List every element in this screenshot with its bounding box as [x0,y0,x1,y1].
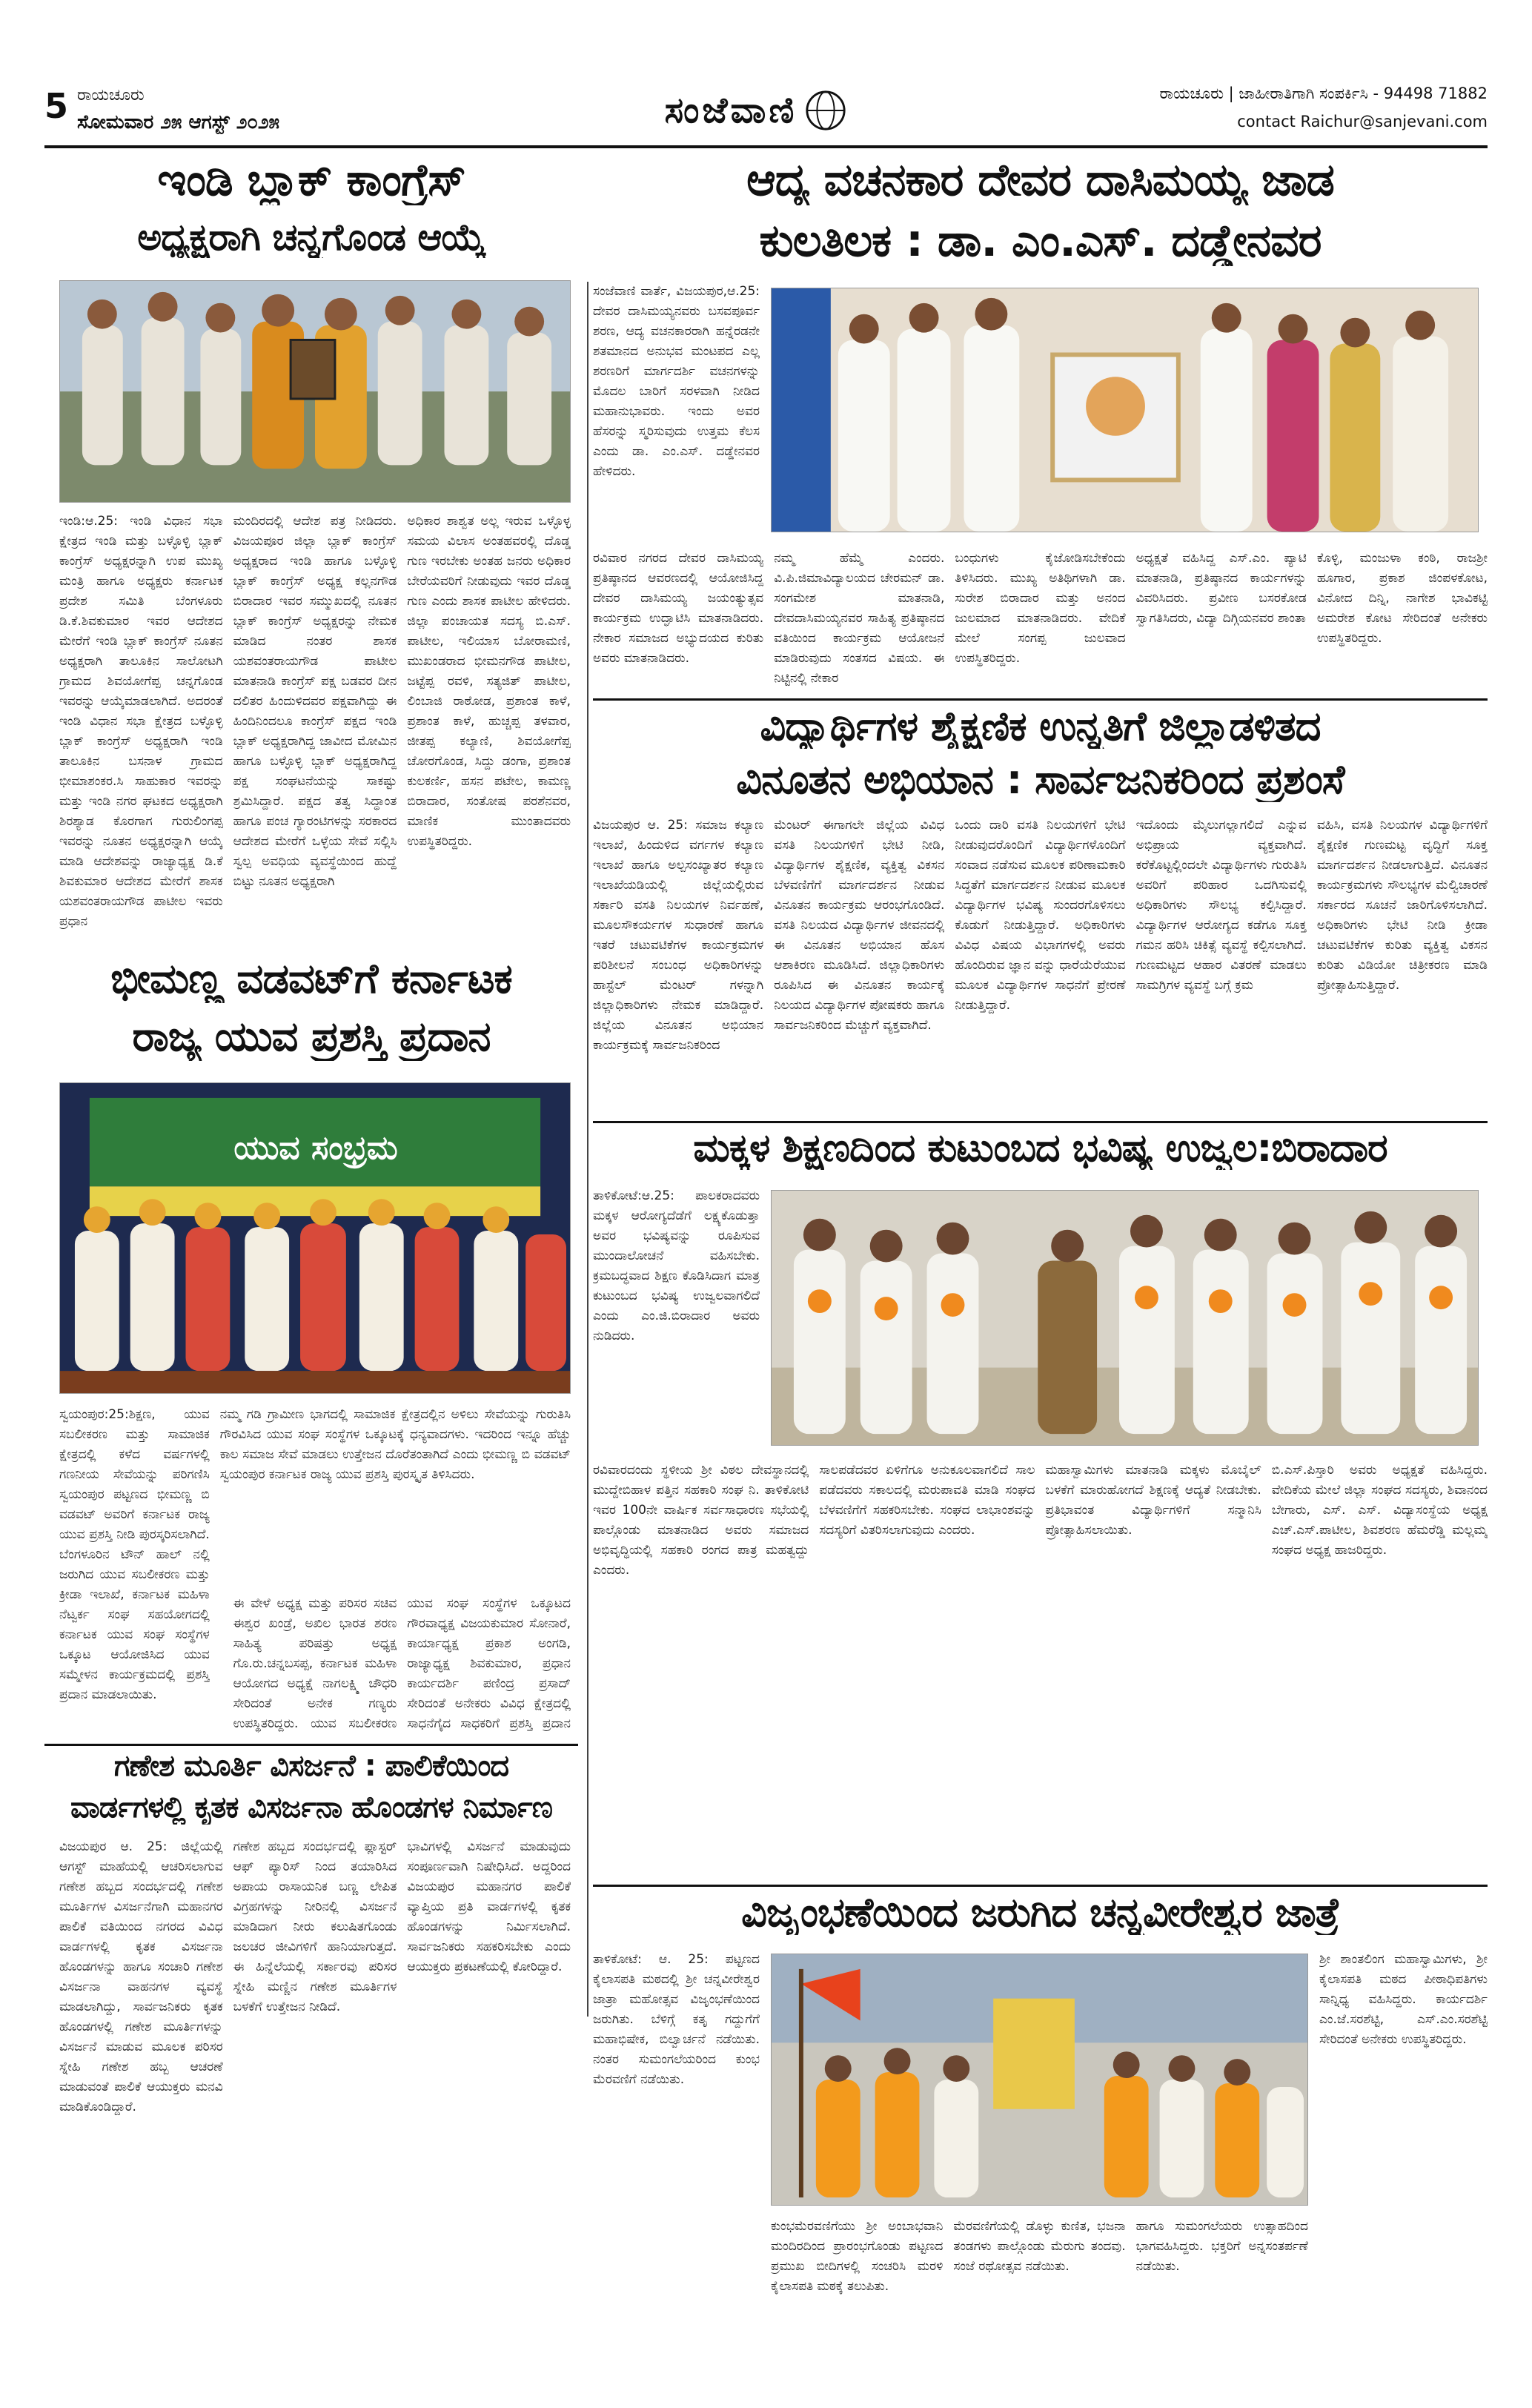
headline-indi-line1: ಇಂಡಿ ಬ್ಲಾಕ್ ಕಾಂಗ್ರೆಸ್ [157,156,465,206]
text-bheemanna-col2: ನಮ್ಮ ಗಡಿ ಗ್ರಾಮೀಣ ಭಾಗದಲ್ಲಿ ಸಾಮಾಜಿಕ ಕ್ಷೇತ್ರದಲ್ಲಿನ ಅಳಿಲು ಸೇವೆಯನ್ನು ಗುರುತಿಸಿ ಗೌರವಿಸಿದ ಯುವ ಸಂಘ ಸಂಸ್ಥೆಗಳ ಒಕ್ಕೂಟಕ್ಕೆ ಧನ್ಯವಾದಗಳು. ಇದರಿಂದ ಇನ್ನೂ ಹೆಚ್ಚು ಕಾಲ ಸಮಾಜ ಸೇವೆ ಮಾಡಲು ಉತ್ತೇಜನ ದೊರೆತಂತಾಗಿದೆ ಎಂದು ಭೀಮಣ್ಣ ಬಿ ವಡವಟ್ ಸ್ವಯಂಪುರ ಕರ್ನಾಟಕ ರಾಜ್ಯ ಯುವ ಪ್ರಶಸ್ತಿ ಪುರಸ್ಕೃತ ತಿಳಿಸಿದರು. [219,1407,571,1482]
text-children-intro: ತಾಳಿಕೋಟೆ:ಆ.25: ಪಾಲಕರಾದವರು ಮಕ್ಕಳ ಆರೋಗ್ಯದೆಡೆಗೆ ಲಕ್ಷ್ಯಕೊಡುತ್ತಾ ಅವರ ಭವಿಷ್ಯವನ್ನು ರೂಪಿಸುವ ಮುಂದಾಲೋಚನೆ ವಹಿಸಬೇಕು. ಕ್ರಮಬದ್ಧವಾದ ಶಿಕ್ಷಣ ಕೊಡಿಸಿದಾಗ ಮಾತ್ರ ಕುಟುಂಬದ ಭವಿಷ್ಯ ಉಜ್ವಲವಾಗಲಿದೆ ಎಂದು ಎಂ.ಜಿ.ಬಿರಾದಾರ ಅವರು ನುಡಿದರು. [593,1188,760,1343]
body-ganesha [59,1837,571,2356]
text-jatre-col5: ಶ್ರೀ ಶಾಂತಲಿಂಗ ಮಹಾಸ್ವಾಮಿಗಳು, ಶ್ರೀ ಕೈಲಾಸಪತಿ ಮಠದ ಪೀಠಾಧಿಪತಿಗಳು ಸಾನ್ನಿಧ್ಯ ವಹಿಸಿದ್ದರು. ಕಾರ್ಯದರ್ಶಿ ಎಂ.ಜೆ.ಸರಶೆಟ್ಟಿ, ಎಸ್.ಎಂ.ಸರಶೆಟ್ಟಿ ಸೇರಿದಂತೆ ಅನೇಕರು ಉಪಸ್ಥಿತರಿದ್ದರು. [1319,1952,1488,2047]
globe-icon [804,89,847,132]
text-jatre-col2: ಕುಂಭಮೆರವಣಿಗೆಯು ಶ್ರೀ ಅಂಬಾಭವಾನಿ ಮಂದಿರದಿಂದ ಪ್ರಾರಂಭಗೊಂಡು ಪಟ್ಟಣದ ಪ್ರಮುಖ ಬೀದಿಗಳಲ್ಲಿ ಸಂಚರಿಸಿ ಮರಳಿ ಕೈಲಾಸಪತಿ ಮಠಕ್ಕೆ ತಲುಪಿತು. [771,2219,944,2294]
photo-dasimayya-event [771,288,1479,532]
body-bheemanna-lower [59,1594,571,1735]
text-ganesha-col1: ವಿಜಯಪುರ ಆ. 25: ಜಿಲ್ಲೆಯಲ್ಲಿ ಆಗಸ್ಟ್ ಮಾಹೆಯಲ್ಲಿ ಆಚರಿಸಲಾಗುವ ಗಣೇಶ ಹಬ್ಬದ ಸಂದರ್ಭದಲ್ಲಿ ಗಣೇಶ ಮೂರ್ತಿಗಳ ವಿಸರ್ಜನೆಗಾಗಿ ಮಹಾನಗರ ಪಾಲಿಕೆ ವತಿಯಿಂದ ನಗರದ ವಿವಿಧ ವಾರ್ಡಗಳಲ್ಲಿ ಕೃತಕ ವಿಸರ್ಜನಾ ಹೊಂಡಗಳನ್ನು ಹಾಗೂ ಸಂಚಾರಿ ಗಣೇಶ ವಿಸರ್ಜನಾ ವಾಹನಗಳ ವ್ಯವಸ್ಥೆ ಮಾಡಲಾಗಿದ್ದು, ಸಾರ್ವಜನಿಕರು ಕೃತಕ ಹೊಂಡಗಳಲ್ಲಿ ಗಣೇಶ ಮೂರ್ತಿಗಳನ್ನು ವಿಸರ್ಜನೆ ಮಾಡುವ ಮೂಲಕ ಪರಿಸರ ಸ್ನೇಹಿ ಗಣೇಶ ಹಬ್ಬ ಆಚರಣೆ ಮಾಡುವಂತೆ ಪಾಲಿಕೆ ಆಯುಕ್ತರು ಮನವಿ ಮಾಡಿಕೊಂಡಿದ್ದಾರೆ. [59,1839,223,2114]
text-dasimayya-col1: ರವಿವಾರ ನಗರದ ದೇವರ ದಾಸಿಮಯ್ಯ ಪ್ರತಿಷ್ಠಾನದ ಆವರಣದಲ್ಲಿ ಆಯೋಜಿಸಿದ್ದ ದೇವರ ದಾಸಿಮಯ್ಯ ಜಯಂತ್ಯುತ್ಸವ ಕಾರ್ಯಕ್ರಮ ಉದ್ಘಾಟಿಸಿ ಮಾತನಾಡಿದರು. ನೇಕಾರ ಸಮಾಜದ ಅಭ್ಯುದಯದ ಕುರಿತು ಅವರು ಮಾತನಾಡಿದರು. [593,551,764,666]
headline-dasimayya-line1: ಆದ್ಯ ವಚನಕಾರ ದೇವರ ದಾಸಿಮಯ್ಯ ಜಾಡ [746,156,1334,206]
masthead-office: ರಾಯಚೂರು | ಜಾಹೀರಾತಿಗಾಗಿ ಸಂಪರ್ಕಿಸಿ - 94498 71882 [1159,85,1488,102]
text-children-col1: ರವಿವಾರದಂದು ಸ್ಥಳೀಯ ಶ್ರೀ ವಿಠಲ ದೇವಸ್ಥಾನದಲ್ಲಿ ಮುದ್ದೇಬಿಹಾಳ ಪತ್ತಿನ ಸಹಕಾರಿ ಸಂಘ ನಿ. ತಾಳಿಕೋಟಿ ಇವರ 100ನೇ ವಾರ್ಷಿಕ ಸರ್ವಸಾಧಾರಣ ಸಭೆಯಲ್ಲಿ ಪಾಲ್ಗೊಂಡು ಮಾತನಾಡಿದ ಅವರು ಸಮಾಜದ ಅಭಿವೃದ್ಧಿಯಲ್ಲಿ ಸಹಕಾರಿ ರಂಗದ ಪಾತ್ರ ಮಹತ್ವದ್ದು ಎಂದರು. [593,1463,809,1578]
divider-dasimayya [593,698,1488,701]
body-dasimayya [593,549,1488,689]
headline-students-line1: ವಿದ್ಯಾರ್ಥಿಗಳ ಶೈಕ್ಷಣಿಕ ಉನ್ನತಿಗೆ ಜಿಲ್ಲಾಡಳಿತದ [760,704,1321,750]
body-indi [59,512,571,942]
body-jatre-right [1319,1950,1488,2358]
article-indi-congress [44,156,578,949]
headline-indi-line2: ಅಧ್ಯಕ್ಷರಾಗಿ ಚನ್ನಗೊಂಡ ಆಯ್ಕೆ [137,216,485,258]
text-students-col3: ಒಂದು ದಾರಿ ವಸತಿ ನಿಲಯಗಳಿಗೆ ಭೇಟಿ ನೀಡುವುದರೊಂದಿಗೆ ವಿದ್ಯಾರ್ಥಿಗಳೊಂದಿಗೆ ಸಂವಾದ ನಡೆಸುವ ಮೂಲಕ ಪರಿಣಾಮಕಾರಿ ಸಿದ್ಧತೆಗೆ ಮಾರ್ಗದರ್ಶನ ನೀಡುವ ಮೂಲಕ ವಿದ್ಯಾರ್ಥಿಗಳ ಭವಿಷ್ಯ ಸುಂದರಗೊಳಿಸಲು ಕೊಡುಗೆ ನೀಡುತ್ತಿದ್ದಾರೆ. ಅಧಿಕಾರಿಗಳು ವಿವಿಧ ವಿಷಯ ವಿಭಾಗಗಳಲ್ಲಿ ಅವರು ಹೊಂದಿರುವ ಜ್ಞಾನ ವನ್ನು ಧಾರೆಯೆರೆಯುವ ಮೂಲಕ ವಿದ್ಯಾರ್ಥಿಗಳ ಸಾಧನೆಗೆ ಪ್ರೇರಣೆ ನೀಡುತ್ತಿದ್ದಾರೆ. [955,818,1126,1013]
text-dasimayya-col2: ನಮ್ಮ ಹೆಮ್ಮೆ ಎಂದರು. ವಿ.ಪಿ.ಜಿಮಾವಿದ್ಯಾಲಯದ ಚೇರಮನ್ ಡಾ. ಸಂಗಮೇಶ ಮಾತನಾಡಿ, ದೇವದಾಸಿಮಯ್ಯನವರ ಸಾಹಿತ್ಯ ಪ್ರತಿಷ್ಠಾನದ ವತಿಯಿಂದ ಕಾರ್ಯಕ್ರಮ ಆಯೋಜನೆ ಮಾಡಿರುವುದು ಸಂತಸದ ವಿಷಯ. ಈ ನಿಟ್ಟಿನಲ್ಲಿ ನೇಕಾರ [774,551,945,686]
photo-jatre-procession [771,1954,1308,2206]
text-jatre-col4: ಹಾಗೂ ಸುಮಂಗಲೆಯರು ಉತ್ಸಾಹದಿಂದ ಭಾಗವಹಿಸಿದ್ದರು. ಭಕ್ತರಿಗೆ ಅನ್ನಸಂತರ್ಪಣೆ ನಡೆಯಿತು. [1135,2219,1308,2274]
headline-ganesha-line2: ವಾರ್ಡಗಳಲ್ಲಿ ಕೃತಕ ವಿಸರ್ಜನಾ ಹೊಂಡಗಳ ನಿರ್ಮಾಣ [70,1791,553,1825]
divider-students [593,1121,1488,1123]
column-divider-1 [587,282,588,2017]
text-indi-col1: ಇಂಡಿ:ಆ.25: ಇಂಡಿ ವಿಧಾನ ಸಭಾ ಕ್ಷೇತ್ರದ ಇಂಡಿ ಮತ್ತು ಬಳ್ಳೊಳ್ಳಿ ಬ್ಲಾಕ್ ಕಾಂಗ್ರೆಸ್ ಅಧ್ಯಕ್ಷರನ್ನಾಗಿ ಉಪ ಮುಖ್ಯ ಮಂತ್ರಿ ಹಾಗೂ ಅಧ್ಯಕ್ಷರು ಕರ್ನಾಟಕ ಪ್ರದೇಶ ಸಮಿತಿ ಬೆಂಗಳೂರು ಡಿ.ಕೆ.ಶಿವಕುಮಾರ ಇವರ ಆದೇಶದ ಮೇರೆಗೆ ಇಂಡಿ ಬ್ಲಾಕ್ ಕಾಂಗ್ರೆಸ್ ನೂತನ ಅಧ್ಯಕ್ಷರಾಗಿ ತಾಲೂಕಿನ ಸಾಲೋಟಗಿ ಗ್ರಾಮದ ಶಿವಯೋಗೆಪ್ಪ ಚನ್ನಗೊಂಡ ಇವರನ್ನು ಆಯ್ಕೆಮಾಡಲಾಗಿದೆ. ಅದರಂತೆ ಇಂಡಿ ವಿಧಾನ ಸಭಾ ಕ್ಷೇತ್ರದ ಬಳ್ಳೊಳ್ಳಿ ಬ್ಲಾಕ್ ಕಾಂಗ್ರೆಸ್ ಅಧ್ಯಕ್ಷರಾಗಿ ಇಂಡಿ ತಾಲೂಕಿನ ಬಸನಾಳ ಗ್ರಾಮದ ಭೀಮಾಶಂಕರ.ಸಿ ಸಾಹುಕಾರ ಇವರನ್ನು ಮತ್ತು ಇಂಡಿ ನಗರ ಘಟಕದ ಅಧ್ಯಕ್ಷರಾಗಿ ಶಿರಶ್ಯಾಡ ಕೊರಗಾಗ ಗುರುಲಿಂಗಪ್ಪ ಇವರನ್ನು ನೂತನ ಅಧ್ಯಕ್ಷರನ್ನಾಗಿ ಆಯ್ಕೆ ಮಾಡಿ ಆದೇಶವನ್ನು ರಾಜ್ಯಾಧ್ಯಕ್ಷ ಡಿ.ಕೆ ಶಿವಕುಮಾರ ಆದೇಶದ ಮೇರೆಗೆ ಶಾಸಕ ಯಶವಂತರಾಯಗೌಡ ಪಾಟೀಲ ಇವರು ಪ್ರಧಾನ [59,514,223,929]
text-bheemanna-col1: ಸ್ವಯಂಪುರ:25:ಶಿಕ್ಷಣ, ಯುವ ಸಬಲೀಕರಣ ಮತ್ತು ಸಾಮಾಜಿಕ ಕ್ಷೇತ್ರದಲ್ಲಿ ಕಳೆದ ವರ್ಷಗಳಲ್ಲಿ ಗಣನೀಯ ಸೇವೆಯನ್ನು ಪರಿಗಣಿಸಿ ಸ್ವಯಂಪುರ ಪಟ್ಟಣದ ಭೀಮಣ್ಣ ಬಿ ವಡವಟ್ ಅವರಿಗೆ ಕರ್ನಾಟಕ ರಾಜ್ಯ ಯುವ ಪ್ರಶಸ್ತಿ ನೀಡಿ ಪುರಸ್ಕರಿಸಲಾಗಿದೆ. ಬೆಂಗಳೂರಿನ ಟೌನ್ ಹಾಲ್ ನಲ್ಲಿ ಜರುಗಿದ ಯುವ ಸಬಲೀಕರಣ ಮತ್ತು ಕ್ರೀಡಾ ಇಲಾಖೆ, ಕರ್ನಾಟಕ ಮಹಿಳಾ ನೆಟ್ವರ್ಕ ಸಂಘ ಸಹಯೋಗದಲ್ಲಿ ಕರ್ನಾಟಕ ಯುವ ಸಂಘ ಸಂಸ್ಥೆಗಳ ಒಕ್ಕೂಟ ಆಯೋಜಿಸಿದ ಯುವ ಸಮ್ಮೇಳನ ಕಾರ್ಯಕ್ರಮದಲ್ಲಿ ಪ್ರಶಸ್ತಿ ಪ್ರದಾನ ಮಾಡಲಾಯಿತು. [59,1407,210,1702]
body-students [593,816,1488,1112]
page-number: 5 [44,86,69,126]
text-jatre-col1: ತಾಳಿಕೋಟೆ: ಆ. 25: ಪಟ್ಟಣದ ಕೈಲಾಸಪತಿ ಮಠದಲ್ಲಿ ಶ್ರೀ ಚನ್ನವೀರೇಶ್ವರ ಜಾತ್ರಾ ಮಹೋತ್ಸವ ವಿಜೃಂಭಣೆಯಿಂದ ಜರುಗಿತು. ಬೆಳಿಗ್ಗೆ ಕತೃ ಗದ್ದುಗೆಗೆ ಮಹಾಭಿಷೇಕ, ಬಿಲ್ವಾರ್ಚನೆ ನಡೆಯಿತು. ನಂತರ ಸುಮಂಗಲೆಯರಿಂದ ಕುಂಭ ಮೆರವಣಿಗೆ ನಡೆಯಿತು. [593,1952,760,2087]
intro-dasimayya [593,282,760,563]
article-dasimayya [593,156,1488,697]
photo-children-meeting [771,1190,1479,1446]
headline-students-line2: ವಿನೂತನ ಅಭಿಯಾನ : ಸಾರ್ವಜನಿಕರಿಂದ ಪ್ರಶಂಸೆ [736,758,1344,803]
text-dasimayya-intro: ಸಂಜೆವಾಣಿ ವಾರ್ತೆ, ವಿಜಯಪುರ,ಆ.25: ದೇವರ ದಾಸಿಮಯ್ಯನವರು ಬಸವಪೂರ್ವ ಶರಣ, ಆದ್ಯ ವಚನಕಾರರಾಗಿ ಹನ್ನೆರಡನೇ ಶತಮಾನದ ಅನುಭವ ಮಂಟಪದ ಎಲ್ಲ ಶರಣರಿಗೆ ಮಾರ್ಗದರ್ಶಿ ವಚನಗಳನ್ನು ಮೊದಲ ಬಾರಿಗೆ ಸರಳವಾಗಿ ನೀಡಿದ ಮಹಾನುಭಾವರು. ಇಂದು ಅವರ ಹೆಸರನ್ನು ಸ್ಮರಿಸುವುದು ಉತ್ತಮ ಕೆಲಸ ಎಂದು ಡಾ. ಎಂ.ಎಸ್. ದಡ್ಡೇನವರ ಹೇಳಿದರು. [593,284,760,479]
text-children-col3: ಮಹಾಸ್ವಾಮಿಗಳು ಮಾತನಾಡಿ ಮಕ್ಕಳು ಮೊಬೈಲ್ ಬಳಕೆಗೆ ಮಾರುಹೋಗದೆ ಶಿಕ್ಷಣಕ್ಕೆ ಆದ್ಯತೆ ನೀಡಬೇಕು. ಪ್ರತಿಭಾವಂತ ವಿದ್ಯಾರ್ಥಿಗಳಿಗೆ ಸನ್ಮಾನಿಸಿ ಪ್ರೋತ್ಸಾಹಿಸಲಾಯಿತು. [1045,1463,1261,1538]
article-students-campaign [593,704,1488,1119]
headline-dasimayya-line2: ಕುಲತಿಲಕ : ಡಾ. ಎಂ.ಎಸ್. ದಡ್ಡೇನವರ [759,216,1322,267]
text-ganesha-col3: ಭಾವಿಗಳಲ್ಲಿ ವಿಸರ್ಜನೆ ಮಾಡುವುದು ಸಂಪೂರ್ಣವಾಗಿ ನಿಷೇಧಿಸಿದೆ. ಅದ್ದರಿಂದ ವಿಜಯಪುರ ಮಹಾನಗರ ಪಾಲಿಕೆ ವ್ಯಾಪ್ತಿಯ ಪ್ರತಿ ವಾರ್ಡಗಳಲ್ಲಿ ಕೃತಕ ಹೊಂಡಗಳನ್ನು ನಿರ್ಮಿಸಲಾಗಿದೆ. ಸಾರ್ವಜನಿಕರು ಸಹಕರಿಸಬೇಕು ಎಂದು ಆಯುಕ್ತರು ಪ್ರಕಟಣೆಯಲ್ಲಿ ಕೋರಿದ್ದಾರೆ. [407,1839,571,1974]
masthead-city: ರಾಯಚೂರು [77,86,145,105]
text-bheemanna-col4: ಯುವ ಸಂಘ ಸಂಸ್ಥೆಗಳ ಒಕ್ಕೂಟದ ಗೌರವಾಧ್ಯಕ್ಷ ವಿಜಯಕುಮಾರ ಸೋನಾರೆ, ಕಾರ್ಯಾಧ್ಯಕ್ಷ ಪ್ರಕಾಶ ಅಂಗಡಿ, ರಾಜ್ಯಾಧ್ಯಕ್ಷ ಶಿವಕುಮಾರ, ಪ್ರಧಾನ ಕಾರ್ಯದರ್ಶಿ ಪಣಿಂದ್ರ ಪ್ರಸಾದ್ ಸೇರಿದಂತೆ ಅನೇಕರು ವಿವಿಧ ಕ್ಷೇತ್ರದಲ್ಲಿ ಸಾಧನೆಗೈದ ಸಾಧಕರಿಗೆ ಪ್ರಶಸ್ತಿ ಪ್ರದಾನ [407,1596,571,1731]
headline-children: ಮಕ್ಕಳ ಶಿಕ್ಷಣದಿಂದ ಕುಟುಂಬದ ಭವಿಷ್ಯ ಉಜ್ವಲ:ಬಿರಾದಾರ [693,1127,1387,1171]
text-dasimayya-col4: ಅಧ್ಯಕ್ಷತೆ ವಹಿಸಿದ್ದ ಎಸ್.ಎಂ. ಪ್ಯಾಟಿ ಮಾತನಾಡಿ, ಪ್ರತಿಷ್ಠಾನದ ಕಾರ್ಯಗಳನ್ನು ವಿವರಿಸಿದರು. ಪ್ರವೀಣ ಬಸರಕೋಡ ಸ್ವಾಗತಿಸಿದರು, ವಿದ್ಯಾ ದಿಗ್ಗಿಯನವರ ಶಾಂತಾ [1135,551,1307,626]
text-ganesha-col2: ಗಣೇಶ ಹಬ್ಬದ ಸಂದರ್ಭದಲ್ಲಿ ಪ್ಲಾಸ್ಟರ್ ಆಫ್ ಪ್ಯಾರಿಸ್ ನಿಂದ ತಯಾರಿಸಿದ ಅಪಾಯ ರಾಸಾಯನಿಕ ಬಣ್ಣ ಲೇಪಿತ ವಿಗ್ರಹಗಳನ್ನು ನೀರಿನಲ್ಲಿ ವಿಸರ್ಜನೆ ಮಾಡಿದಾಗ ನೀರು ಕಲುಷಿತಗೊಂಡು ಜಲಚರ ಜೀವಿಗಳಿಗೆ ಹಾನಿಯಾಗುತ್ತದೆ. ಈ ಹಿನ್ನೆಲೆಯಲ್ಲಿ ಸರ್ಕಾರವು ಪರಿಸರ ಸ್ನೇಹಿ ಮಣ್ಣಿನ ಗಣೇಶ ಮೂರ್ತಿಗಳ ಬಳಕೆಗೆ ಉತ್ತೇಜನ ನೀಡಿದೆ. [233,1839,397,2014]
headline-ganesha-line1: ಗಣೇಶ ಮೂರ್ತಿ ವಿಸರ್ಜನೆ : ಪಾಲಿಕೆಯಿಂದ [113,1750,509,1783]
divider-children [593,1885,1488,1887]
text-dasimayya-col5: ಕೊಳ್ಳಿ, ಮಂಜುಳಾ ಕಂಠಿ, ರಾಜಶ್ರೀ ಹೂಗಾರ, ಪ್ರಕಾಶ ಜಿಂಪಳಕೋಟ, ವಿನೋದ ದಿನ್ನಿ, ನಾಗೇಶ ಭಾವಿಕಟ್ಟಿ ಅಮರೇಶ ಕೋಟ ಸೇರಿದಂತೆ ಅನೇಕರು ಉಪಸ್ಥಿತರಿದ್ದರು. [1316,551,1488,646]
text-indi-col3: ಅಧಿಕಾರ ಶಾಶ್ವತ ಅಲ್ಲ ಇರುವ ಒಳ್ಳೊಳ್ಳ ಸಮಯ ವಿಲಾಸ ಅಂತಹವರಲ್ಲಿ ದೊಡ್ಡ ಗುಣ ಇರಬೇಕು ಅಂತಹ ಜನರು ಅಧಿಕಾರ ಬೇರೆಯವರಿಗೆ ನೀಡುವುದು ಇವರ ದೊಡ್ಡ ಗುಣ ಎಂದು ಶಾಸಕ ಪಾಟೀಲ ಹೇಳಿದರು. ಜಿಲ್ಲಾ ಪಂಚಾಯತ ಸದಸ್ಯ ಬಿ.ಎಸ್. ಪಾಟೀಲ, ಇಲಿಯಾಸ ಬೋರಾಮಣಿ, ಮುಖಂಡರಾದ ಭೀಮನಗೌಡ ಪಾಟೀಲ, ಜಟ್ಟೆಪ್ಪ ರವಳಿ, ಸತ್ಯಜಿತ್ ಪಾಟೀಲ, ಲಿಂಬಾಜಿ ರಾಠೋಡ, ಪ್ರಶಾಂತ ಕಾಳೆ, ಪ್ರಶಾಂತ ಕಾಳೆ, ಹುಚ್ಚಪ್ಪ ತಳವಾರ, ಜೀತಪ್ಪ ಕಲ್ಯಾಣಿ, ಶಿವಯೋಗೆಪ್ಪ ಚೋರಗೊಂಡ, ಸಿದ್ದು ಡಂಗಾ, ಪ್ರಶಾಂತ ಕುಲಕರ್ಣಿ, ಹಸನ ಪಟೇಲ, ಕಾಮಣ್ಣ ಬಿರಾದಾರ, ಸಂತೋಷ ಪರಶೆನವರ, ಮಾಣಿಕ ಮುಂತಾದವರು ಉಪಸ್ಥಿತರಿದ್ದರು. [407,514,571,849]
text-indi-col2: ಮಂದಿರದಲ್ಲಿ ಆದೇಶ ಪತ್ರ ನೀಡಿದರು. ವಿಜಯಪೂರ ಜಿಲ್ಲಾ ಬ್ಲಾಕ್ ಕಾಂಗ್ರೆಸ್ ಅಧ್ಯಕ್ಷರಾದ ಇಂಡಿ ಹಾಗೂ ಬಳ್ಳೊಳ್ಳಿ ಬ್ಲಾಕ್ ಕಾಂಗ್ರೆಸ್ ಅಧ್ಯಕ್ಷ ಕಲ್ಲನಗೌಡ ಬಿರಾದಾರ ಇವರ ಸಮ್ಮುಖದಲ್ಲಿ ನೂತನ ಬ್ಲಾಕ್ ಕಾಂಗ್ರೆಸ್ ಅಧ್ಯಕ್ಷರನ್ನು ನೇಮಕ ಮಾಡಿದ ನಂತರ ಶಾಸಕ ಯಶವಂತರಾಯಗೌಡ ಪಾಟೀಲ ಮಾತನಾಡಿ ಕಾಂಗ್ರೆಸ್ ಪಕ್ಷ ಬಡವರ ದೀನ ದಲಿತರ ಹಿಂದುಳಿದವರ ಪಕ್ಷವಾಗಿದ್ದು ಈ ಹಿಂದಿನಿಂದಲೂ ಕಾಂಗ್ರೆಸ್ ಪಕ್ಷದ ಇಂಡಿ ಬ್ಲಾಕ್ ಅಧ್ಯಕ್ಷರಾಗಿದ್ದ ಜಾವೀದ ಮೋಮಿನ ಹಾಗೂ ಬಳ್ಳೊಳ್ಳಿ ಬ್ಲಾಕ್ ಅಧ್ಯಕ್ಷರಾಗಿದ್ದ ಪಕ್ಷ ಸಂಘಟನೆಯನ್ನು ಸಾಕಷ್ಟು ಶ್ರಮಿಸಿದ್ದಾರೆ. ಪಕ್ಷದ ತತ್ವ ಸಿದ್ಧಾಂತ ಹಾಗೂ ಪಂಚ ಗ್ಯಾರಂಟಿಗಳನ್ನು ಸರಕಾರದ ಆದೇಶದ ಮೇರೆಗೆ ಒಳ್ಳೆಯ ಸೇವೆ ಸಲ್ಲಿಸಿ ಸ್ವಲ್ಪ ಅವಧಿಯ ವ್ಯವಸ್ಥೆಯಿಂದ ಹುದ್ದೆ ಬಿಟ್ಟು ನೂತನ ಅಧ್ಯಕ್ಷರಾಗಿ [233,514,397,889]
text-jatre-col3: ಮೆರವಣಿಗೆಯಲ್ಲಿ ಡೊಳ್ಳು ಕುಣಿತ, ಭಜನಾ ತಂಡಗಳು ಪಾಲ್ಗೊಂಡು ಮೆರುಗು ತಂದವು. ಸಂಜೆ ರಥೋತ್ಸವ ನಡೆಯಿತು. [953,2219,1126,2274]
newspaper-logo [548,85,964,136]
headline-jatre: ವಿಜೃಂಭಣೆಯಿಂದ ಜರುಗಿದ ಚನ್ನವೀರೇಶ್ವರ ಜಾತ್ರೆ [741,1891,1339,1936]
text-students-col1: ವಿಜಯಪುರ ಆ. 25: ಸಮಾಜ ಕಲ್ಯಾಣ ಇಲಾಖೆ, ಹಿಂದುಳಿದ ವರ್ಗಗಳ ಕಲ್ಯಾಣ ಇಲಾಖೆ ಹಾಗೂ ಅಲ್ಪಸಂಖ್ಯಾತರ ಕಲ್ಯಾಣ ಇಲಾಖೆಯಡಿಯಲ್ಲಿ ಜಿಲ್ಲೆಯಲ್ಲಿರುವ ಸರ್ಕಾರಿ ವಸತಿ ನಿಲಯಗಳ ನಿರ್ವಹಣೆ, ಮೂಲಸೌಕರ್ಯಗಳ ಸುಧಾರಣೆ ಹಾಗೂ ಇತರೆ ಚಟುವಟಿಕೆಗಳ ಕಾರ್ಯಕ್ರಮಗಳ ಪರಿಶೀಲನೆ ಸಂಬಂಧ ಅಧಿಕಾರಿಗಳನ್ನು ಹಾಸ್ಟೆಲ್ ಮೆಂಟರ್ ಗಳನ್ನಾಗಿ ಜಿಲ್ಲಾಧಿಕಾರಿಗಳು ನೇಮಕ ಮಾಡಿದ್ದಾರೆ. ಜಿಲ್ಲೆಯ ವಿನೂತನ ಅಭಿಯಾನ ಕಾರ್ಯಕ್ರಮಕ್ಕೆ ಸಾರ್ವಜನಿಕರಿಂದ [593,818,764,1053]
intro-children [593,1186,760,1468]
article-ganesha-immersion [44,1750,578,2365]
logo-text: ಸಂಜೆವಾಣಿ [664,89,797,131]
divider-bheemanna [44,1744,578,1746]
photo-youth-award-stage [59,1082,571,1394]
headline-bheemanna-line2: ರಾಜ್ಯ ಯುವ ಪ್ರಶಸ್ತಿ ಪ್ರದಾನ [132,1014,491,1061]
article-children-education [593,1127,1488,1883]
masthead [44,82,1488,148]
article-channaveereshwara-jatre [593,1891,1488,2365]
text-children-col4: ಬಿ.ಎಸ್.ಪಿಸ್ತಾರಿ ಅವರು ಅಧ್ಯಕ್ಷತೆ ವಹಿಸಿದ್ದರು. ವೇದಿಕೆಯ ಮೇಲೆ ಜಿಲ್ಲಾ ಸಂಘದ ಸದಸ್ಯರು, ಶಿವಾನಂದ ಬೇಗಾರು, ಎಸ್. ಎಸ್. ವಿದ್ಯಾಸಂಸ್ಥೆಯ ಅಧ್ಯಕ್ಷ ಎಚ್.ಎಸ್.ಪಾಟೀಲ, ಶಿವಶರಣ ಹೆಮರೆಡ್ಡಿ ಮಲ್ಲಮ್ಮ ಸಂಘದ ಅಧ್ಯಕ್ಷ ಹಾಜರಿದ್ದರು. [1271,1463,1488,1558]
text-dasimayya-col3: ಬಂಧುಗಳು ಕೈಜೋಡಿಸಬೇಕೆಂದು ತಿಳಿಸಿದರು. ಮುಖ್ಯ ಅತಿಥಿಗಳಾಗಿ ಡಾ. ಸುರೇಶ ಬಿರಾದಾರ ಮತ್ತು ಅನಂದ ಜುಲಮಾದ ಮಾತನಾಡಿದರು. ವೇದಿಕೆ ಮೇಲೆ ಸಂಗಪ್ಪ ಜುಲವಾದ ಉಪಸ್ಥಿತರಿದ್ದರು. [955,551,1126,666]
text-students-col5: ವಹಿಸಿ, ವಸತಿ ನಿಲಯಗಳ ವಿದ್ಯಾರ್ಥಿಗಳಿಗೆ ಶೈಕ್ಷಣಿಕ ಗುಣಮಟ್ಟ ವೃದ್ಧಿಗೆ ಸೂಕ್ತ ಮಾರ್ಗದರ್ಶನ ನೀಡಲಾಗುತ್ತಿದೆ. ವಿನೂತನ ಕಾರ್ಯಕ್ರಮಗಳು ಸೌಲಭ್ಯಗಳ ಮೆಲ್ವಿಚಾರಣೆ ಸರ್ಕಾರದ ಸೂಚನೆ ಜಾರಿಗೊಳಿಸಲಾಗಿದೆ. ಅಧಿಕಾರಿಗಳು ಭೇಟಿ ನೀಡಿ ಕ್ರೀಡಾ ಚಟುವಟಿಕೆಗಳ ಕುರಿತು ವ್ಯಕ್ತಿತ್ವ ವಿಕಸನ ಕುರಿತು ವಿಡಿಯೋ ಚಿತ್ರೀಕರಣ ಮಾಡಿ ಪ್ರೋತ್ಸಾಹಿಸುತ್ತಿದ್ದಾರೆ. [1316,818,1488,993]
masthead-date: ಸೋಮವಾರ ೨೫ ಆಗಸ್ಟ್ ೨೦೨೫ [77,111,280,133]
text-students-col2: ಮೆಂಟರ್ ಈಗಾಗಲೇ ಜಿಲ್ಲೆಯ ವಿವಿಧ ವಸತಿ ನಿಲಯಗಳಿಗೆ ಭೇಟಿ ನೀಡಿ, ವಿದ್ಯಾರ್ಥಿಗಳ ಶೈಕ್ಷಣಿಕ, ವ್ಯಕ್ತಿತ್ವ ವಿಕಸನ ಬೆಳವಣಿಗೆಗೆ ಮಾರ್ಗದರ್ಶನ ನೀಡುವ ವಿನೂತನ ಕಾರ್ಯಕ್ರಮ ಆರಂಭಗೊಂಡಿದೆ. ವಸತಿ ನಿಲಯದ ವಿದ್ಯಾರ್ಥಿಗಳ ಜೀವನದಲ್ಲಿ ಈ ವಿನೂತನ ಅಭಿಯಾನ ಹೊಸ ಆಶಾಕಿರಣ ಮೂಡಿಸಿದೆ. ಜಿಲ್ಲಾಧಿಕಾರಿಗಳು ರೂಪಿಸಿದ ಈ ವಿನೂತನ ಕಾರ್ಯಕ್ಕೆ ನಿಲಯದ ವಿದ್ಯಾರ್ಥಿಗಳ ಪೋಷಕರು ಹಾಗೂ ಸಾರ್ವಜನಿಕರಿಂದ ಮೆಚ್ಚುಗೆ ವ್ಯಕ್ತವಾಗಿದೆ. [774,818,945,1033]
body-jatre [771,2217,1308,2358]
text-bheemanna-col3: ಈ ವೇಳೆ ಅಧ್ಯಕ್ಷ ಮತ್ತು ಪರಿಸರ ಸಚಿವ ಈಶ್ವರ ಖಂಡ್ರೆ, ಅಖಿಲ ಭಾರತ ಶರಣ ಸಾಹಿತ್ಯ ಪರಿಷತ್ತು ಅಧ್ಯಕ್ಷ ಗೊ.ರು.ಚನ್ನಬಸಪ್ಪ, ಕರ್ನಾಟಕ ಮಹಿಳಾ ಆಯೋಗದ ಅಧ್ಯಕ್ಷೆ ನಾಗಲಕ್ಷ್ಮಿ ಚೌಧರಿ ಸೇರಿದಂತೆ ಅನೇಕ ಗಣ್ಯರು ಉಪಸ್ಥಿತರಿದ್ದರು. ಯುವ ಸಬಲೀಕರಣ [233,1596,397,1731]
photo-banner-text: ಯುವ ಸಂಭ್ರಮ [233,1129,398,1167]
text-children-col2: ಸಾಲಪಡೆದವರ ಏಳಿಗೆಗೂ ಅನುಕೂಲವಾಗಲಿದೆ ಸಾಲ ಪಡೆದವರು ಸಕಾಲದಲ್ಲಿ ಮರುಪಾವತಿ ಮಾಡಿ ಸಂಘದ ಬೆಳವಣಿಗೆಗೆ ಸಹಕರಿಸಬೇಕು. ಸಂಘದ ಲಾಭಾಂಶವನ್ನು ಸದಸ್ಯರಿಗೆ ವಿತರಿಸಲಾಗುವುದು ಎಂದರು. [819,1463,1035,1538]
text-students-col4: ಇದೊಂದು ಮೈಲುಗಲ್ಲಾಗಲಿದೆ ಎನ್ನುವ ಅಭಿಪ್ರಾಯ ವ್ಯಕ್ತವಾಗಿದೆ. ಕರೆಕೊಟ್ಟಲ್ಲಿಂದಲೇ ವಿದ್ಯಾರ್ಥಿಗಳು ಗುರುತಿಸಿ ಅವರಿಗೆ ಪರಿಹಾರ ಒದಗಿಸುವಲ್ಲಿ ಅಧಿಕಾರಿಗಳು ಸೌಲಭ್ಯ ಕಲ್ಪಿಸಿದ್ದಾರೆ. ವಿದ್ಯಾರ್ಥಿಗಳ ಆರೋಗ್ಯದ ಕಡೆಗೂ ಸೂಕ್ತ ಗಮನ ಹರಿಸಿ ಚಿಕಿತ್ಸೆ ವ್ಯವಸ್ಥೆ ಕಲ್ಪಿಸಲಾಗಿದೆ. ಗುಣಮಟ್ಟದ ಆಹಾರ ವಿತರಣೆ ಮಾಡಲು ಸಾಮಗ್ರಿಗಳ ವ್ಯವಸ್ಥೆ ಬಗ್ಗೆ ಕ್ರಮ [1135,818,1307,993]
photo-indi-felicitation [59,280,571,503]
headline-bheemanna-line1: ಭೀಮಣ್ಣ ವಡವಟ್‌ಗೆ ಕರ್ನಾಟಕ [110,956,512,1003]
masthead-contact: contact Raichur@sanjevani.com [1237,113,1488,130]
article-bheemanna-award [44,956,578,1742]
body-children [593,1461,1488,1876]
intro-jatre [593,1950,760,2358]
